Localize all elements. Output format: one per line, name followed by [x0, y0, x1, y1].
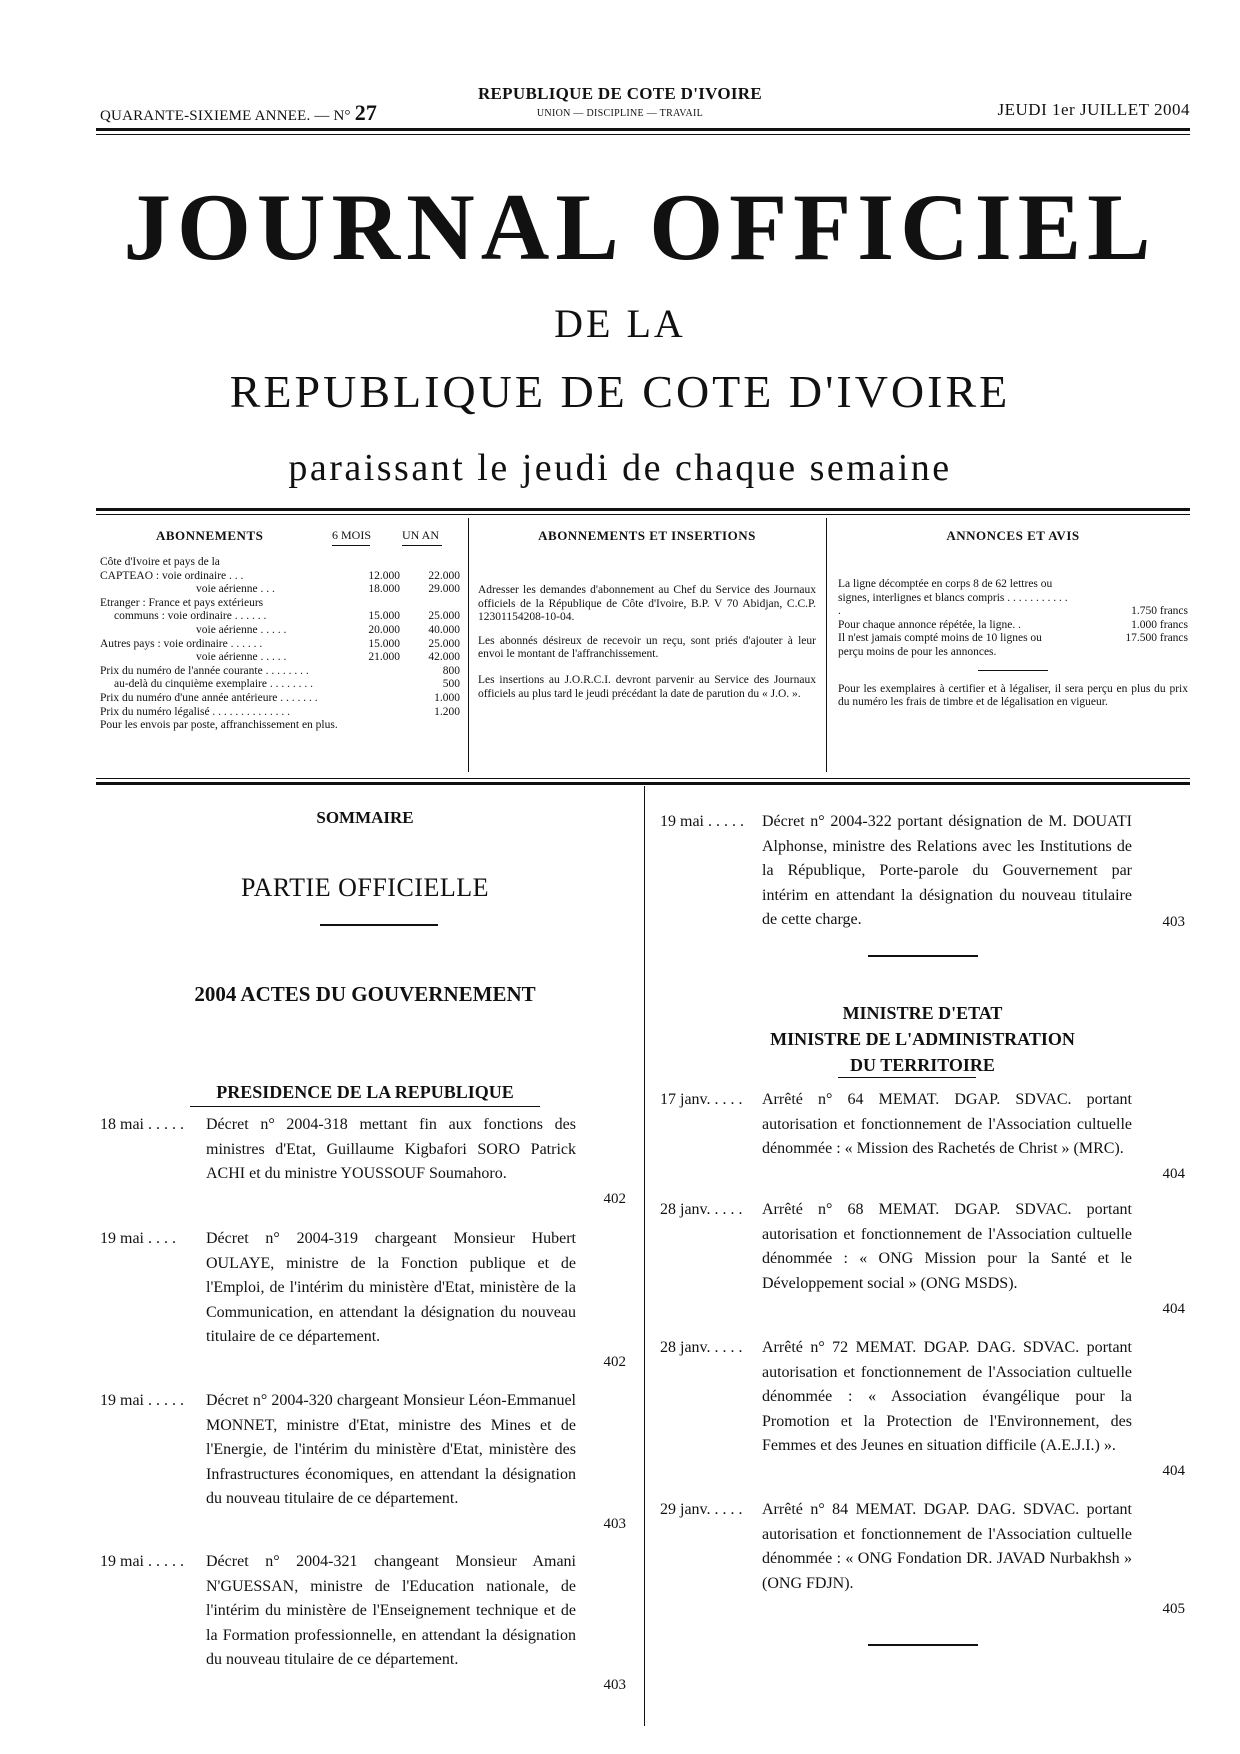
box-rule-top-thin: [96, 514, 1190, 515]
partie-officielle-heading: PARTIE OFFICIELLE: [241, 873, 489, 902]
entry-text: Arrêté n° 84 MEMAT. DGAP. DAG. SDVAC. portant autorisation et fonctionnement de l'Association cultuelle dénommée : « ONG Fondation DR. JAVAD Nurbakhsh » (ONG FDJN).: [762, 1501, 1132, 1592]
rate-row: CAPTEAO : voie ordinaire . . . 12.000 22.000: [100, 569, 460, 582]
rate-row: communs : voie ordinaire . . . . . . 15.000 25.000: [114, 610, 460, 623]
arrete-entry: [660, 1088, 1185, 1186]
announcements-panel: [838, 528, 1188, 710]
ministry-line-2: MINISTRE DE L'ADMINISTRATION: [770, 1029, 1075, 1049]
box-divider-2: [826, 518, 827, 772]
entry-page: 403: [603, 1515, 626, 1532]
actes-gouvernement-heading: 2004 ACTES DU GOUVERNEMENT: [194, 982, 536, 1006]
entry-date: 29 janv. . . . .: [660, 1501, 743, 1518]
col-6-months: 6 MOIS: [332, 528, 372, 542]
country-block: [430, 84, 810, 119]
entry-text: Décret n° 2004-321 changeant Monsieur Amani N'GUESSAN, ministre de l'Education nationale, de l'intérim du ministère de l'Enseignement technique et de la Formation professionnelle, en attendant la désignation du nouveau titulaire de ce département.: [206, 1553, 576, 1668]
ministry-line-3: DU TERRITOIRE: [850, 1055, 995, 1075]
section-divider: [868, 955, 978, 957]
entry-date: 19 mai . . . .: [100, 1230, 176, 1247]
arrete-entry: [660, 1336, 1185, 1483]
journal-title: JOURNAL OFFICIEL: [123, 174, 1157, 280]
column-divider: [644, 786, 645, 1726]
entry-page: 403: [1162, 913, 1185, 930]
price-row: Prix du numéro légalisé . . . . . . . . . . . . . . 1.200: [100, 705, 460, 718]
end-divider: [868, 1644, 978, 1646]
announcement-rate: Il n'est jamais compté moins de 10 lignes ou perçu moins de pour les annonces. 17.500 francs: [838, 631, 1188, 658]
box-divider-1: [468, 518, 469, 772]
arrete-entry: [660, 1198, 1185, 1321]
entry-date: 19 mai . . . . .: [100, 1553, 184, 1570]
entry-date: 28 janv. . . . .: [660, 1201, 743, 1218]
entry-text: Décret n° 2004-322 portant désignation de M. DOUATI Alphonse, ministre des Relations avec les Institutions de la République, Porte-parole du Gouvernement par intérim en attendant la désignation du nouveau titulaire de cette charge.: [762, 813, 1132, 928]
country-name: REPUBLIQUE DE COTE D'IVOIRE: [477, 84, 763, 103]
rate-row: voie aérienne . . . 18.000 29.000: [196, 583, 460, 596]
insertions-deadline-note: Les insertions au J.O.R.C.I. devront parvenir au Service des Journaux officiels au plus tard le jeudi précédant la date de parution du « J.O. ».: [478, 673, 816, 700]
entry-page: 404: [1162, 1165, 1185, 1182]
ministry-heading: [660, 1000, 1185, 1078]
entry-date: 17 janv. . . . .: [660, 1091, 743, 1108]
rate-row: Autres pays : voie ordinaire . . . . . . 15.000 25.000: [100, 637, 460, 650]
rate-row: voie aérienne . . . . . 20.000 40.000: [196, 623, 460, 636]
issue-date: JEUDI 1er JUILLET 2004: [997, 100, 1190, 119]
insertions-address: Adresser les demandes d'abonnement au Chef du Service des Journaux officiels de la République de Côte d'Ivoire, B.P. V 70 Abidjan, C.C.P. 12301154208-10-04.: [478, 584, 816, 624]
price-row: au-delà du cinquième exemplaire . . . . . . . . 500: [114, 678, 460, 691]
national-motto: UNION — DISCIPLINE — TRAVAIL: [536, 108, 704, 119]
box-rule-bottom-thin: [96, 778, 1190, 779]
box-rule-top: [96, 508, 1190, 511]
announcement-rate: La ligne décomptée en corps 8 de 62 lettres ou signes, interlignes et blancs compris . . . . . . . . . . . . 1.750 francs: [838, 578, 1188, 618]
announcements-heading: ANNONCES ET AVIS: [946, 528, 1080, 543]
publication-frequency: paraissant le jeudi de chaque semaine: [288, 447, 952, 489]
announcement-rate: Pour chaque annonce répétée, la ligne. . 1.000 francs: [838, 618, 1188, 631]
entry-text: Arrêté n° 72 MEMAT. DGAP. DAG. SDVAC. portant autorisation et fonctionnement de l'Association cultuelle dénommée : « Association évangélique pour la Promotion et la Protection de l'Environnement, des Femmes et des Jeunes en situation difficile (A.E.J.I.) ».: [762, 1339, 1132, 1454]
rate-row: Etranger : France et pays extérieurs: [100, 596, 264, 609]
entry-date: 19 mai . . . . .: [660, 813, 744, 830]
price-row: Prix du numéro d'une année antérieure . . . . . . . 1.000: [100, 691, 460, 704]
entry-date: 19 mai . . . . .: [100, 1392, 184, 1409]
decree-entry: [100, 1113, 630, 1211]
insertions-receipt-note: Les abonnés désireux de recevoir un reçu, sont priés d'ajouter à leur envoi le montant de l'affranchissement.: [478, 634, 816, 661]
entry-page: 404: [1162, 1462, 1185, 1479]
section-divider: [320, 924, 438, 926]
entry-text: Arrêté n° 64 MEMAT. DGAP. SDVAC. portant autorisation et fonctionnement de l'Association cultuelle dénommée : « Mission des Rachetés de Christ » (MRC).: [762, 1091, 1132, 1157]
subscriptions-heading: ABONNEMENTS: [156, 528, 264, 543]
rate-row: voie aérienne . . . . . 21.000 42.000: [196, 651, 460, 664]
entry-text: Décret n° 2004-319 chargeant Monsieur Hubert OULAYE, ministre de la Fonction publique et de l'Emploi, de l'intérim du ministère d'Etat, ministère de la Communication, en attendant la désignation du nouveau titulaire de ce département.: [206, 1230, 576, 1345]
entry-page: 405: [1162, 1600, 1185, 1617]
arrete-entry: [660, 1498, 1185, 1621]
decree-entry: [100, 1550, 630, 1697]
presidence-underline: [190, 1106, 540, 1107]
insertions-panel: [478, 528, 816, 701]
announcements-divider: [978, 670, 1048, 671]
col-one-year: UN AN: [402, 528, 440, 542]
entry-page: 404: [1162, 1300, 1185, 1317]
ministry-line-1: MINISTRE D'ETAT: [842, 1003, 1003, 1023]
subscription-rates: [100, 556, 460, 733]
entry-date: 28 janv. . . . .: [660, 1339, 743, 1356]
box-rule-bottom: [96, 782, 1190, 785]
decree-entry: [660, 810, 1185, 934]
entry-page: 402: [603, 1353, 626, 1370]
title-de-la: DE LA: [554, 301, 686, 346]
price-row: Pour les envois par poste, affranchissement en plus.: [100, 719, 338, 732]
header-rule-thin: [96, 134, 1190, 135]
entry-page: 402: [603, 1190, 626, 1207]
ministry-underline: [838, 1077, 976, 1078]
legalisation-note: Pour les exemplaires à certifier et à légaliser, il sera perçu en plus du prix du numéro les frais de timbre et de légalisation en vigueur.: [838, 682, 1188, 709]
edition-line: [100, 100, 377, 126]
entry-text: Décret n° 2004-320 chargeant Monsieur Léon-Emmanuel MONNET, ministre d'Etat, ministre des Mines et de l'Energie, de l'intérim du ministère d'Etat, ministère des Infrastructures économiques, en attendant la désignation du nouveau titulaire de ce département.: [206, 1392, 576, 1507]
decree-entry: [100, 1227, 630, 1374]
price-row: Prix du numéro de l'année courante . . . . . . . . 800: [100, 664, 460, 677]
col-underline: [402, 545, 442, 546]
insertions-heading: ABONNEMENTS ET INSERTIONS: [538, 528, 756, 543]
entry-text: Décret n° 2004-318 mettant fin aux fonctions des ministres d'Etat, Guillaume Kigbafori SORO Patrick ACHI et du ministre YOUSSOUF Soumahoro.: [206, 1116, 576, 1182]
sommaire-heading: SOMMAIRE: [316, 808, 414, 827]
title-republic: REPUBLIQUE DE COTE D'IVOIRE: [229, 366, 1011, 417]
presidence-heading: PRESIDENCE DE LA REPUBLIQUE: [216, 1082, 514, 1102]
header-rule-thick: [96, 128, 1190, 131]
entry-page: 403: [603, 1676, 626, 1693]
subscriptions-panel: [100, 528, 460, 733]
entry-text: Arrêté n° 68 MEMAT. DGAP. SDVAC. portant autorisation et fonctionnement de l'Association cultuelle dénommée : « ONG Mission pour la Santé et le Développement social » (ONG MSDS).: [762, 1201, 1132, 1292]
decree-entry: [100, 1389, 630, 1536]
col-underline: [332, 545, 370, 546]
rate-row: Côte d'Ivoire et pays de la: [100, 556, 220, 568]
issue-number: 27: [354, 100, 378, 125]
edition-label: QUARANTE-SIXIEME ANNEE. — N°: [100, 108, 351, 124]
entry-date: 18 mai . . . . .: [100, 1116, 184, 1133]
